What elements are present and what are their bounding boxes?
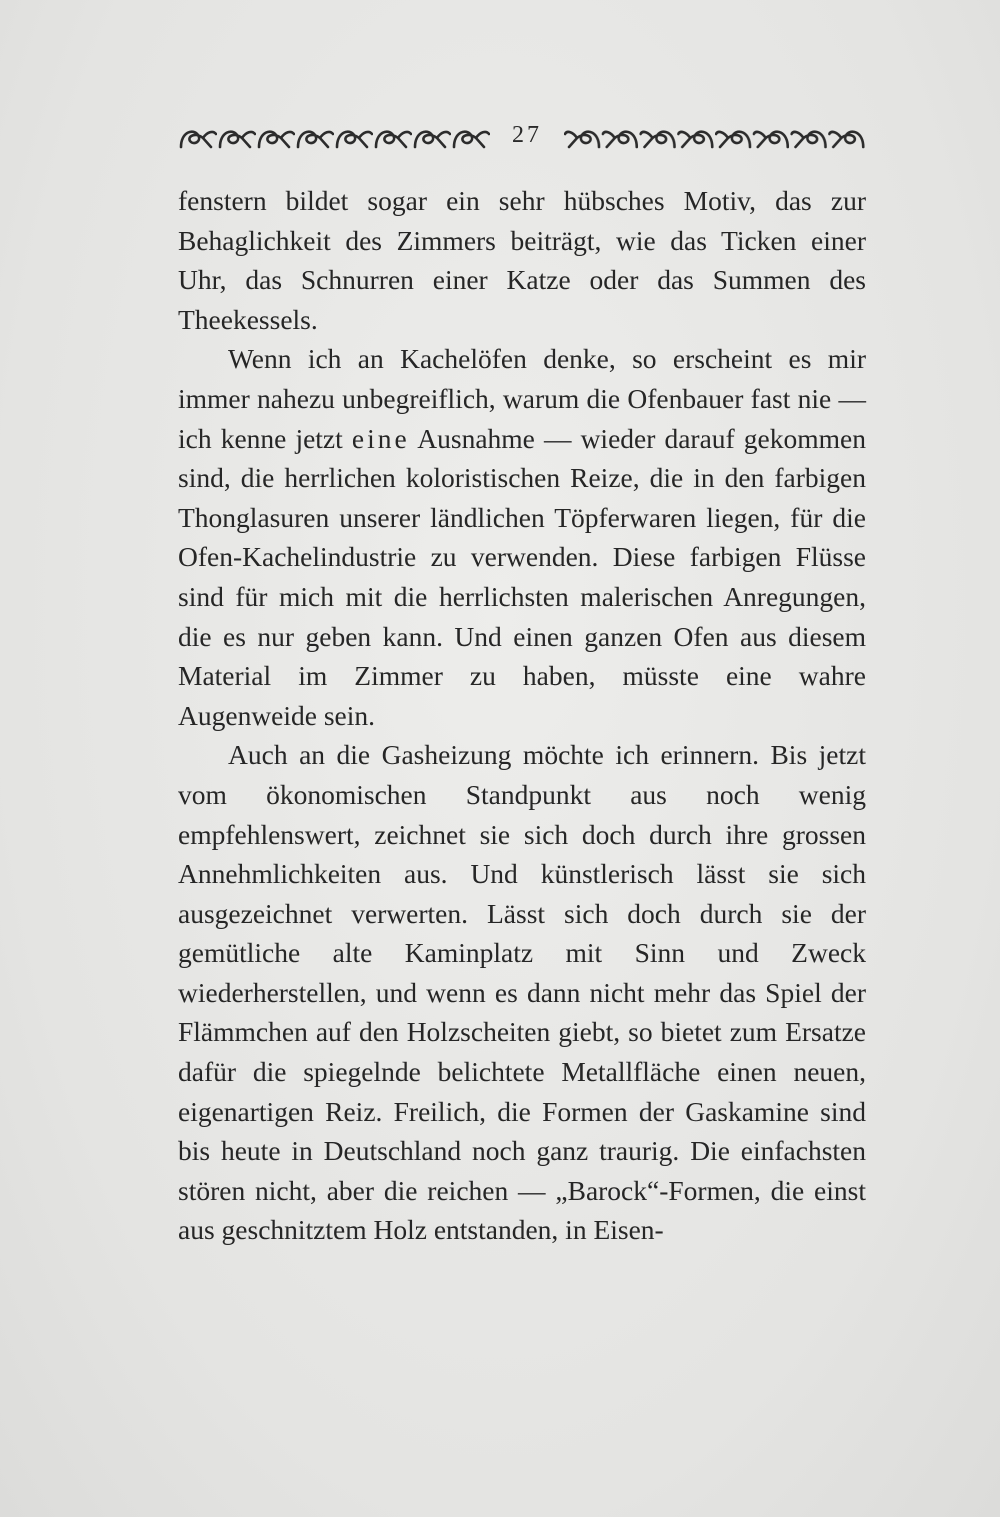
body-text bbox=[178, 181, 866, 1250]
page-number: 27 bbox=[512, 122, 542, 148]
ornament-border-right bbox=[564, 124, 866, 154]
paragraph-3: Auch an die Gasheizung möchte ich erinnern. Bis jetzt vom ökonomischen Standpunkt aus noch wenig empfehlenswert, zeichnet sie sich doch durch ihre grossen Annehmlichkeiten aus. Und künstlerisch lässt sie sich ausgezeichnet verwerten. Lässt sich doch durch sie der gemütliche alte Kaminplatz mit Sinn und Zweck wiederherstellen, und wenn es dann nicht mehr das Spiel der Flämmchen auf den Holzscheiten giebt, so bietet zum Ersatze dafür die spiegelnde belichtete Metallfläche einen neuen, eigenartigen Reiz. Freilich, die Formen der Gaskamine sind bis heute in Deutschland noch ganz traurig. Die einfachsten stören nicht, aber die reichen — „Barock“-Formen, die einst aus geschnitztem Holz entstanden, in Eisen- bbox=[178, 739, 866, 1246]
paragraph-1: fenstern bildet sogar ein sehr hübsches Motiv, das zur Behaglichkeit des Zimmers beiträgt, wie das Ticken einer Uhr, das Schnurren einer Katze oder das Summen des Theekessels. bbox=[178, 185, 866, 335]
page-header bbox=[178, 118, 866, 160]
ornament-border-left bbox=[178, 124, 490, 154]
paragraph-2-emphasis: eine bbox=[351, 422, 410, 454]
paragraph-2-text-after: Ausnahme — wieder darauf gekommen sind, die herrlichen koloristischen Reize, die in den farbigen Thonglasuren unserer ländlichen Töpferwaren liegen, für die Ofen-Kachelindustrie zu verwenden. Diese farbigen Flüsse sind für mich mit die herrlichsten malerischen Anregungen, die es nur geben kann. Und einen ganzen Ofen aus diesem Material im Zimmer zu haben, müsste eine wahre Augenweide sein. bbox=[178, 422, 866, 731]
paragraph-2 bbox=[178, 339, 866, 735]
paragraph-2-text-before: Wenn ich an Kachelöfen denke, so erscheint es mir immer nahezu unbegreiflich, warum die Ofenbauer fast nie — ich kenne jetzt bbox=[178, 343, 866, 454]
